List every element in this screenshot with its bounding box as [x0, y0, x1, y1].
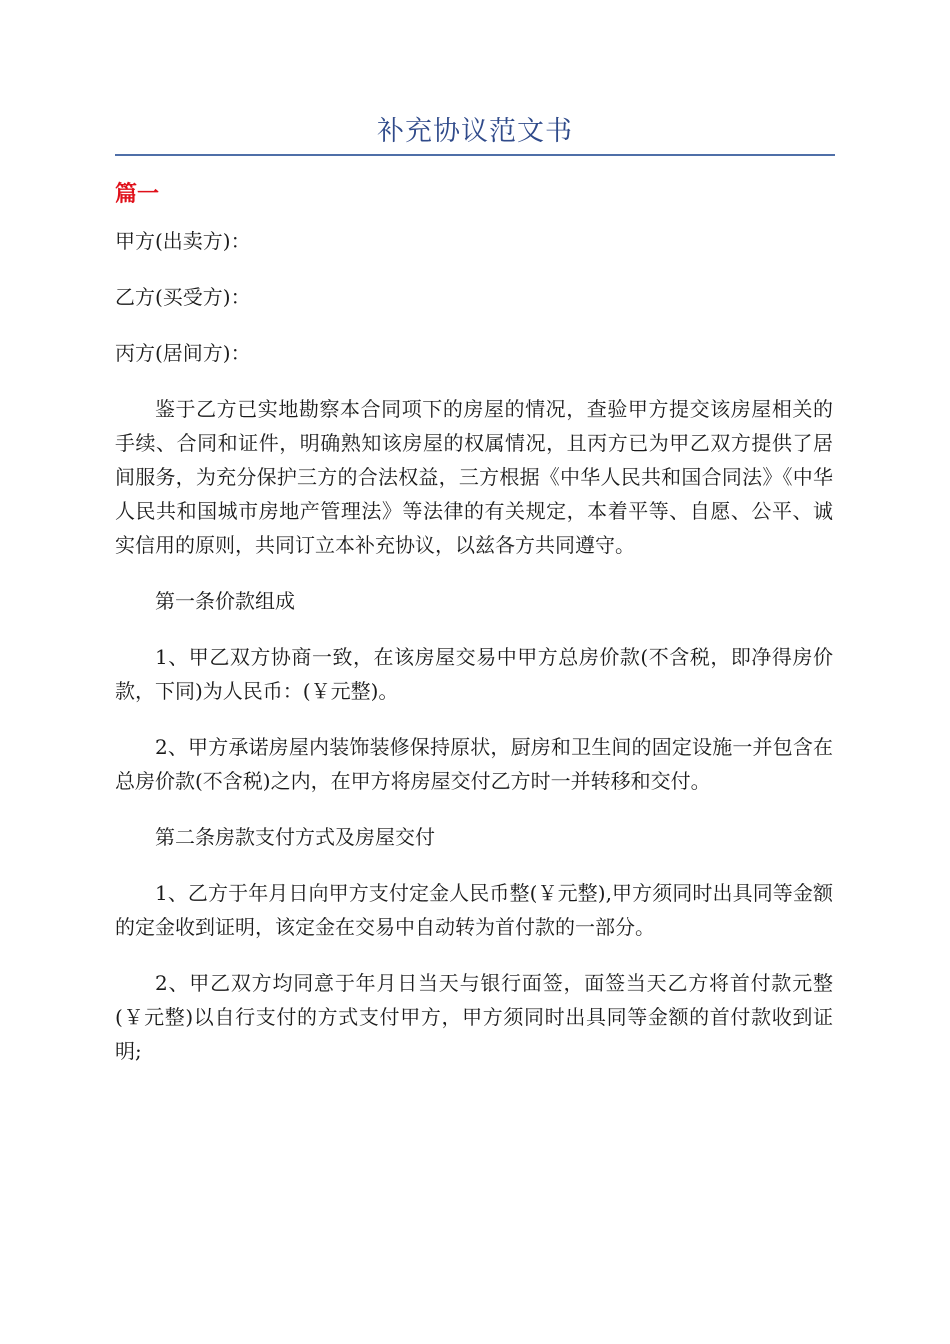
document-body: [115, 224, 833, 1090]
article-1-item-2: 2、甲方承诺房屋内装饰装修保持原状，厨房和卫生间的固定设施一并包含在总房价款(不含税)之内，在甲方将房屋交付乙方时一并转移和交付。: [115, 735, 833, 793]
document-title: 补充协议范文书: [377, 116, 573, 147]
party-intermediary: 丙方(居间方)：: [115, 341, 251, 365]
section-heading: 篇一: [115, 182, 160, 207]
article-2-item-1: 1、乙方于年月日向甲方支付定金人民币整(￥元整),甲方须同时出具同等金额的定金收到证明，该定金在交易中自动转为首付款的一部分。: [115, 881, 833, 939]
article-1-heading: 第一条价款组成: [155, 589, 295, 613]
article-1-item-1: 1、甲乙双方协商一致，在该房屋交易中甲方总房价款(不含税，即净得房价款，下同)为人民币：(￥元整)。: [115, 645, 833, 703]
party-seller: 甲方(出卖方)：: [115, 229, 251, 253]
article-2-item-2: 2、甲乙双方均同意于年月日当天与银行面签，面签当天乙方将首付款元整(￥元整)以自行支付的方式支付甲方，甲方须同时出具同等金额的首付款收到证明;: [115, 971, 833, 1063]
article-2-heading: 第二条房款支付方式及房屋交付: [155, 825, 435, 849]
party-buyer: 乙方(买受方)：: [115, 285, 251, 309]
preamble-paragraph: 鉴于乙方已实地勘察本合同项下的房屋的情况，查验甲方提交该房屋相关的手续、合同和证件，明确熟知该房屋的权属情况，且丙方已为甲乙双方提供了居间服务，为充分保护三方的合法权益，三方根据《中华人民共和国合同法》《中华人民共和国城市房地产管理法》等法律的有关规定，本着平等、自愿、公平、诚实信用的原则，共同订立本补充协议，以兹各方共同遵守。: [115, 397, 833, 557]
title-underline: [115, 154, 835, 156]
